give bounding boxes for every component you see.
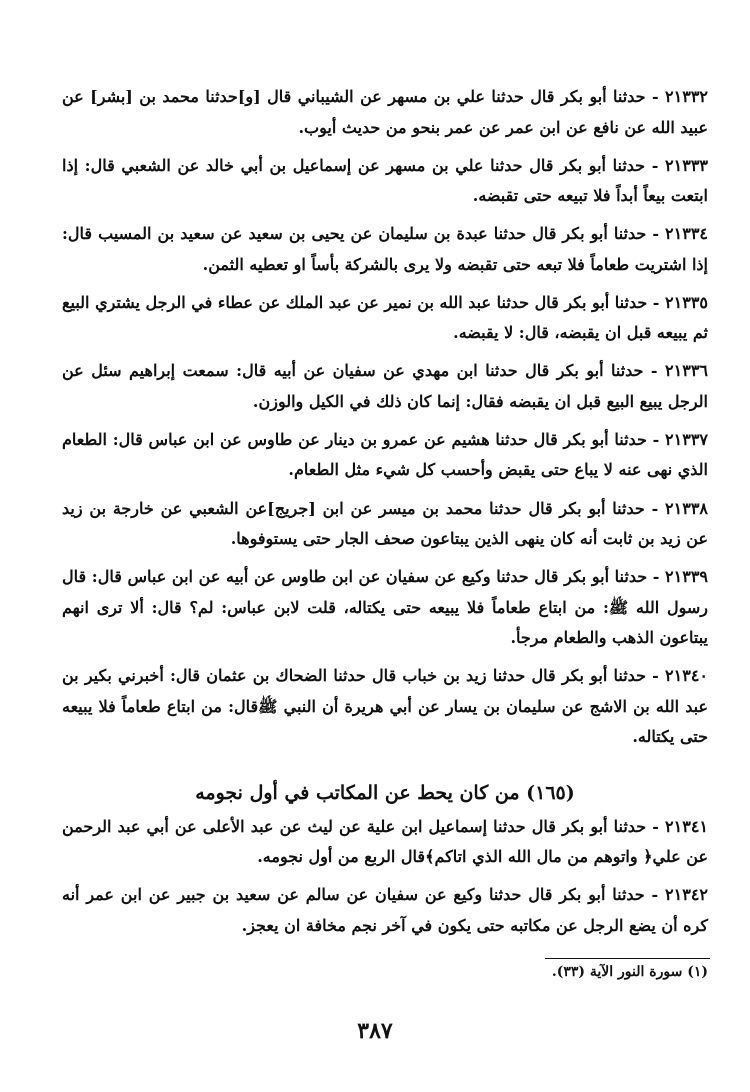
hadith-21338: ٢١٣٣٨ - حدثنا أبو بكر قال حدثنا محمد بن ميسر عن ابن [جريج]عن الشعبي عن خارجة بن زيد عن زيد بن ثابت أنه كان ينهى الذين يبتاعون صحف الجار حتى يستوفوها. (62, 498, 708, 549)
footnote: (١) سورة النور الآية (٣٣). (551, 964, 708, 980)
hadith-21335: ٢١٣٣٥ - حدثنا أبو بكر قال حدثنا عبد الله بن نمير عن عبد الملك عن عطاء في الرجل يشتري البيع ثم يبيعه قبل ان يقبضه، قال: لا يقبضه. (62, 292, 708, 343)
hadith-21332: ٢١٣٣٢ - حدثنا أبو بكر قال حدثنا علي بن مسهر عن الشيباني قال [و]حدثنا محمد بن [بشر] عن عبيد الله عن نافع عن ابن عمر عن عمر بنحو من حديث أيوب. (62, 87, 709, 137)
hadith-21337: ٢١٣٣٧ - حدثنا أبو بكر قال حدثنا هشيم عن عمرو بن دينار عن طاوس عن ابن عباس قال: الطعام الذي نهى عنه لا يباع حتى يقبض وأحسب كل شيء مثل الطعام. (62, 429, 709, 480)
page-number: ٣٨٧ (357, 1018, 393, 1044)
footnote-separator (545, 958, 710, 959)
hadith-21333: ٢١٣٣٣ - حدثنا أبو بكر قال حدثنا علي بن مسهر عن إسماعيل بن أبي خالد عن الشعبي قال: إذا ابتعت بيعاً أبداً فلا تبيعه حتى تقبضه. (62, 155, 708, 206)
page-body (62, 82, 708, 949)
hadith-21336: ٢١٣٣٦ - حدثنا أبو بكر قال حدثنا ابن مهدي عن سفيان عن أبيه قال: سمعت إبراهيم سئل عن الرجل يبيع البيع قبل ان يقبضه فقال: إنما كان ذلك في الكيل والوزن. (62, 361, 708, 411)
hadith-21341: ٢١٣٤١ - حدثنا أبو بكر قال حدثنا إسماعيل ابن علية عن ليث عن عبد الأعلى عن أبي عبد الرحمن عن علي﴿ واتوهم من مال الله الذي اتاكم﴾قال الربع من أول نجومه. (62, 816, 708, 867)
chapter-heading: (١٦٥) من كان يحط عن المكاتب في أول نجومه (195, 781, 575, 804)
hadith-21339: ٢١٣٣٩ - حدثنا أبو بكر قال حدثنا وكيع عن سفيان عن ابن طاوس عن أبيه عن ابن عباس قال: قال رسول الله ﷺ: من ابتاع طعاماً فلا يبيعه حتى يكتاله، قلت لابن عباس: لم؟ قال: ألا ترى انهم يبتاعون الذهب والطعام مرجأ. (62, 567, 708, 648)
hadith-21342: ٢١٣٤٢ - حدثنا أبو بكر قال حدثنا وكيع عن سفيان عن سالم عن سعيد بن جبير عن ابن عمر أنه كره أن يضع الرجل عن مكاتبه حتى يكون في آخر نجم مخافة ان يعجز. (62, 885, 708, 935)
hadith-21340: ٢١٣٤٠ - حدثنا أبو بكر قال حدثنا زيد بن خباب قال حدثنا الضحاك بن عثمان قال: أخبرني بكير بن عبد الله بن الاشج عن سليمان بن يسار عن أبي هريرة أن النبي ﷺقال: من ابتاع طعاماً فلا يبيعه حتى يكتاله. (62, 666, 708, 747)
hadith-21334: ٢١٣٣٤ - حدثنا أبو بكر قال حدثنا عبدة بن سليمان عن يحيى بن سعيد عن سعيد بن المسيب قال: إذا اشتريت طعاماً فلا تبعه حتى تقبضه ولا يرى بالشركة بأساً او تعطيه الثمن. (62, 224, 708, 274)
